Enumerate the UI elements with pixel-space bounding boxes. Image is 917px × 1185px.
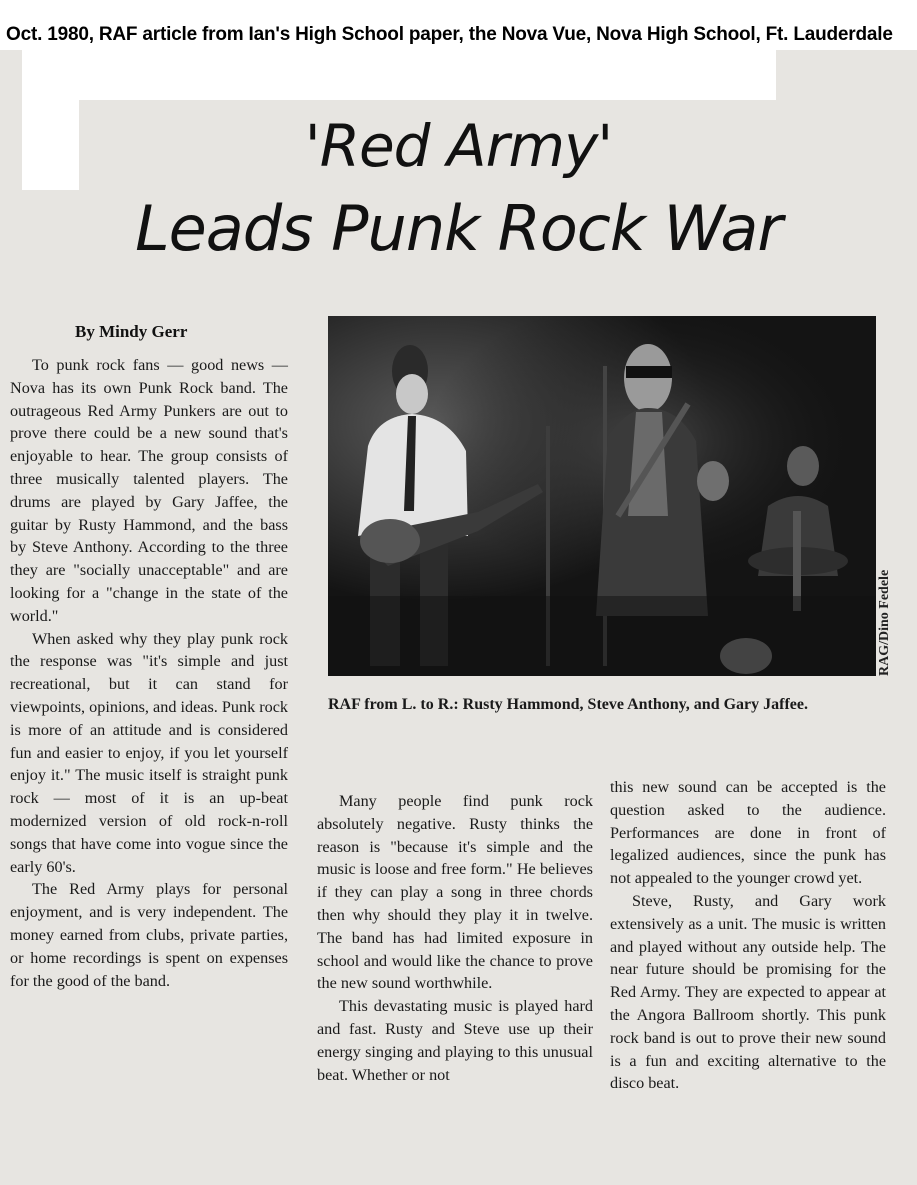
column-1 [10,354,288,992]
headline-line-2: Leads Punk Rock War [135,192,782,265]
byline: By Mindy Gerr [75,322,188,341]
column-2 [317,790,593,1086]
headline-line-1: 'Red Army' [304,112,613,180]
photo-credit: RAG/Dino Fedele [877,569,892,676]
column-3 [610,776,886,1095]
paragraph: When asked why they play punk rock the response was "it's simple and just recreational, but it can stand for viewpoints, opinions, and ideas. Punk rock is more of an attitude and is considered fun and easier to enjoy, if you let yourself enjoy it." The music itself is straight punk rock — most of it is an up-beat modernized version of old rock-n-roll songs that have come into vogue since the early 60's. [10,629,288,876]
paragraph: The Red Army plays for personal enjoyment, and is very independent. The money earned from clubs, private parties, or home recordings is spent on expenses for the good of the band. [10,880,288,990]
paragraph: Many people find punk rock absolutely negative. Rusty thinks the reason is "because it's simple and the music is loose and free form." He believes if they can play a song in three chords then why should they play it in twelve. The band has had limited exposure in school and would like the chance to prove the new sound worthwhile. [317,792,593,993]
image-caption: Oct. 1980, RAF article from Ian's High School paper, the Nova Vue, Nova High School, Ft. Lauderdale [6,24,893,45]
white-mask-top [22,50,776,100]
photo-caption: RAF from L. to R.: Rusty Hammond, Steve Anthony, and Gary Jaffee. [328,696,808,713]
paragraph: This devastating music is played hard and fast. Rusty and Steve use up their energy singing and playing to this unusual beat. Whether or not [317,997,593,1084]
band-photo [328,316,876,676]
paragraph: this new sound can be accepted is the question asked to the audience. Performances are done in front of legalized audiences, since the punk has not appealed to the younger crowd yet. [610,778,886,888]
paragraph: Steve, Rusty, and Gary work extensively as a unit. The music is written and played without any outside help. The near future should be promising for the Red Army. They are expected to appear at the Angora Ballroom shortly. This punk rock band is out to prove their new sound is a fun and exciting alternative to the disco beat. [610,891,886,1093]
image-caption-bar [0,0,917,50]
paragraph: To punk rock fans — good news — Nova has its own Punk Rock band. The outrageous Red Army Punkers are out to prove there could be a new sound that's enjoyable to hear. The group consists of three musically talented players. The drums are played by Gary Jaffee, the guitar by Rusty Hammond, and the bass by Steve Anthony. According to the three they are "socially unacceptable" and are looking for a "change in the state of the world." [10,356,288,625]
